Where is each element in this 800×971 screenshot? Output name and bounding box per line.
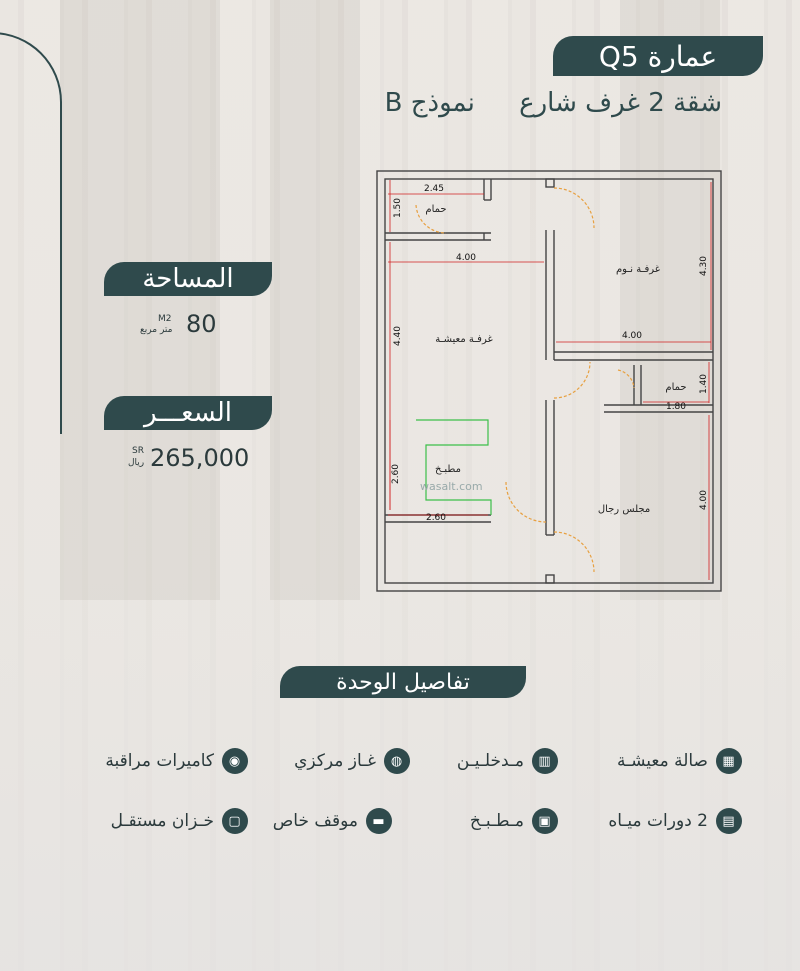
dim-bed-height: 4.30	[699, 255, 709, 277]
living-room-icon: ▦	[716, 748, 742, 774]
door-swing	[618, 370, 634, 388]
dim-kitchen-height: 2.60	[391, 463, 401, 485]
details-title-badge	[280, 666, 526, 698]
unit-type: شقة 2 غرف شارع	[519, 88, 722, 118]
feature-tank	[111, 808, 248, 834]
feature-camera	[105, 748, 248, 774]
unit-model: نموذج B	[384, 88, 475, 118]
feature-kitchen	[470, 808, 558, 834]
door-swing	[554, 532, 594, 572]
room-living: غرفـة معيشـة	[435, 334, 493, 345]
door-swing	[554, 362, 590, 398]
floor-plan	[376, 170, 722, 594]
entrances-icon: ▥	[532, 748, 558, 774]
feature-living-room	[617, 748, 742, 774]
door-swing	[506, 482, 546, 522]
dim-kitchen-width: 2.60	[425, 513, 447, 523]
feature-bathrooms	[608, 808, 742, 834]
door-swing	[554, 188, 594, 228]
parking-icon: ▬	[366, 808, 392, 834]
feature-label: 2 دورات ميـاه	[608, 811, 708, 831]
feature-entrances	[457, 748, 558, 774]
dim-bath1-width: 2.45	[423, 184, 445, 194]
feature-label: صالة معيشـة	[616, 751, 708, 771]
dim-living-height: 4.40	[393, 325, 403, 347]
dim-majlis-height: 4.00	[699, 489, 709, 511]
tank-icon: ▢	[222, 808, 248, 834]
area-badge	[104, 262, 272, 296]
building-title: عمارة Q5	[598, 39, 718, 73]
feature-label: مـدخلـيـن	[456, 751, 524, 771]
dim-bed-width: 4.00	[621, 331, 643, 341]
room-bath1: حمام	[425, 204, 447, 215]
area-unit-ar: متر مربع	[140, 325, 173, 335]
room-majlis: مجلس رجال	[597, 504, 651, 515]
price-value: 265,000	[150, 444, 250, 472]
dim-bath2-height: 1.40	[699, 373, 709, 395]
dim-bath2-width: 1.80	[665, 402, 687, 412]
feature-label: خـزان مستقـل	[110, 811, 214, 831]
room-bath2: حمام	[665, 382, 687, 393]
details-title: تفاصيل الوحدة	[336, 669, 470, 695]
feature-parking	[273, 808, 392, 834]
dim-bath1-height: 1.50	[393, 197, 403, 219]
dim-living-width: 4.00	[455, 253, 477, 263]
room-bedroom: غرفـة نـوم	[615, 264, 661, 275]
area-value: 80	[186, 310, 217, 338]
decorative-curve	[0, 32, 62, 434]
background-building	[270, 0, 360, 600]
bathrooms-icon: ▤	[716, 808, 742, 834]
area-unit-en: M2	[158, 314, 172, 324]
price-label: السعـــر	[143, 398, 233, 428]
price-unit-en: SR	[132, 446, 144, 456]
feature-label: كاميرات مراقبة	[105, 751, 214, 771]
area-label: المساحة	[142, 264, 234, 294]
feature-label: موقف خاص	[272, 811, 358, 831]
feature-label: مـطـبـخ	[469, 811, 524, 831]
price-badge	[104, 396, 272, 430]
kitchen-icon: ▣	[532, 808, 558, 834]
outer-wall	[377, 171, 721, 591]
building-title-badge	[553, 36, 763, 76]
camera-icon: ◉	[222, 748, 248, 774]
price-unit-ar: ريال	[128, 458, 145, 468]
watermark: wasalt.com	[420, 480, 483, 493]
feature-gas	[294, 748, 410, 774]
room-kitchen: مطبـخ	[435, 464, 461, 475]
background-building	[60, 0, 220, 600]
unit-subtitle	[385, 88, 722, 118]
gas-icon: ◍	[384, 748, 410, 774]
feature-label: غـاز مركزي	[294, 751, 376, 771]
